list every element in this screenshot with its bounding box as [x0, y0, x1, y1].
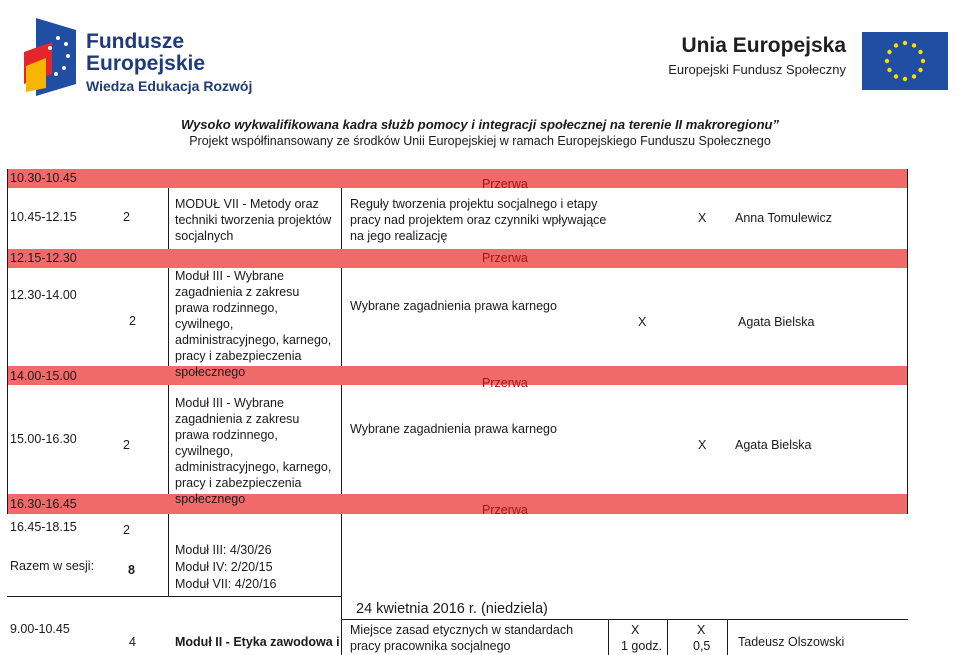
row-mark-2: X — [698, 211, 707, 225]
last-row-time: 9.00-10.45 — [10, 622, 70, 636]
last-row-mark-1-sub: 1 godz. — [621, 639, 663, 653]
row-time-3: 12.15-12.30 — [10, 251, 77, 265]
row-time-8: 16.45-18.15 — [10, 520, 77, 534]
fe-logo-line2: Europejskie — [86, 52, 206, 75]
row-hours-4: 2 — [129, 314, 136, 328]
row-module-4: Moduł III - Wybrane zagadnienia z zakresu prawa rodzinnego, cywilnego, administracyjnego, karnego, pracy i zabezpieczenia społecznego — [175, 269, 332, 379]
summary-label: Razem w sesji: — [10, 559, 95, 573]
summary-hours: 8 — [128, 563, 135, 577]
row-time-7: 16.30-16.45 — [10, 497, 77, 511]
break-row-3 — [7, 366, 908, 385]
row-time-4: 12.30-14.00 — [10, 288, 77, 302]
fe-logo-line3: Wiedza Edukacja Rozwój — [86, 78, 253, 94]
break-label-2: Przerwa — [482, 251, 528, 265]
row-module-2: MODUŁ VII - Metody oraz techniki tworzenia projektów socjalnych — [175, 197, 332, 243]
break-label-4: Przerwa — [482, 503, 528, 517]
day-heading: 24 kwietnia 2016 r. (niedziela) — [356, 601, 548, 617]
eu-logo-line1: Unia Europejska — [681, 34, 846, 57]
row-topic-2: Reguły tworzenia projektu socjalnego i etapy pracy nad projektem oraz czynniki wpływające na jego realizację — [350, 197, 607, 243]
summary-line-3: Moduł VII: 4/20/16 — [175, 577, 277, 591]
row-mark-4: X — [638, 315, 647, 329]
last-row-mark-2-sub: 0,5 — [693, 639, 711, 653]
project-title: Wysoko wykwalifikowana kadra służb pomocy i integracji społecznej na terenie II makroregionu” — [181, 117, 779, 132]
row-hours-6: 2 — [123, 438, 130, 452]
row-topic-6: Wybrane zagadnienia prawa karnego — [350, 422, 557, 436]
row-time-5: 14.00-15.00 — [10, 369, 77, 383]
last-row-mark-2: X — [697, 623, 706, 637]
row-time-2: 10.45-12.15 — [10, 210, 77, 224]
last-row-hours: 4 — [129, 635, 136, 649]
row-trainer-2: Anna Tomulewicz — [735, 211, 833, 225]
last-row-trainer: Tadeusz Olszowski — [738, 635, 845, 649]
break-row-4 — [7, 494, 908, 514]
project-subtitle: Projekt współfinansowany ze środków Unii Europejskiej w ramach Europejskiego Funduszu Społecznego — [189, 134, 771, 148]
break-label-1: Przerwa — [482, 177, 528, 191]
eu-logo-line2: Europejski Fundusz Społeczny — [668, 62, 846, 77]
row-topic-4: Wybrane zagadnienia prawa karnego — [350, 299, 557, 313]
summary-line-2: Moduł IV: 2/20/15 — [175, 560, 273, 574]
fe-logo-line1: Fundusze — [86, 30, 184, 53]
row-module-6: Moduł III - Wybrane zagadnienia z zakresu prawa rodzinnego, cywilnego, administracyjnego, karnego, pracy i zabezpieczenia społecznego — [175, 396, 332, 506]
last-row-mark-1: X — [631, 623, 640, 637]
break-label-3: Przerwa — [482, 376, 528, 390]
row-time-1: 10.30-10.45 — [10, 171, 77, 185]
break-row-2 — [7, 249, 908, 268]
last-row-topic: Miejsce zasad etycznych w standardach pracy pracownika socjalnego — [350, 623, 574, 653]
last-row-module: Moduł II - Etyka zawodowa i — [175, 635, 340, 649]
summary-line-1: Moduł III: 4/30/26 — [175, 543, 272, 557]
row-hours-2: 2 — [123, 210, 130, 224]
row-trainer-6: Agata Bielska — [735, 438, 812, 452]
row-mark-6: X — [698, 438, 707, 452]
row-trainer-4: Agata Bielska — [738, 315, 815, 329]
row-hours-8: 2 — [123, 523, 130, 537]
break-row-1 — [7, 169, 908, 188]
row-time-6: 15.00-16.30 — [10, 432, 77, 446]
